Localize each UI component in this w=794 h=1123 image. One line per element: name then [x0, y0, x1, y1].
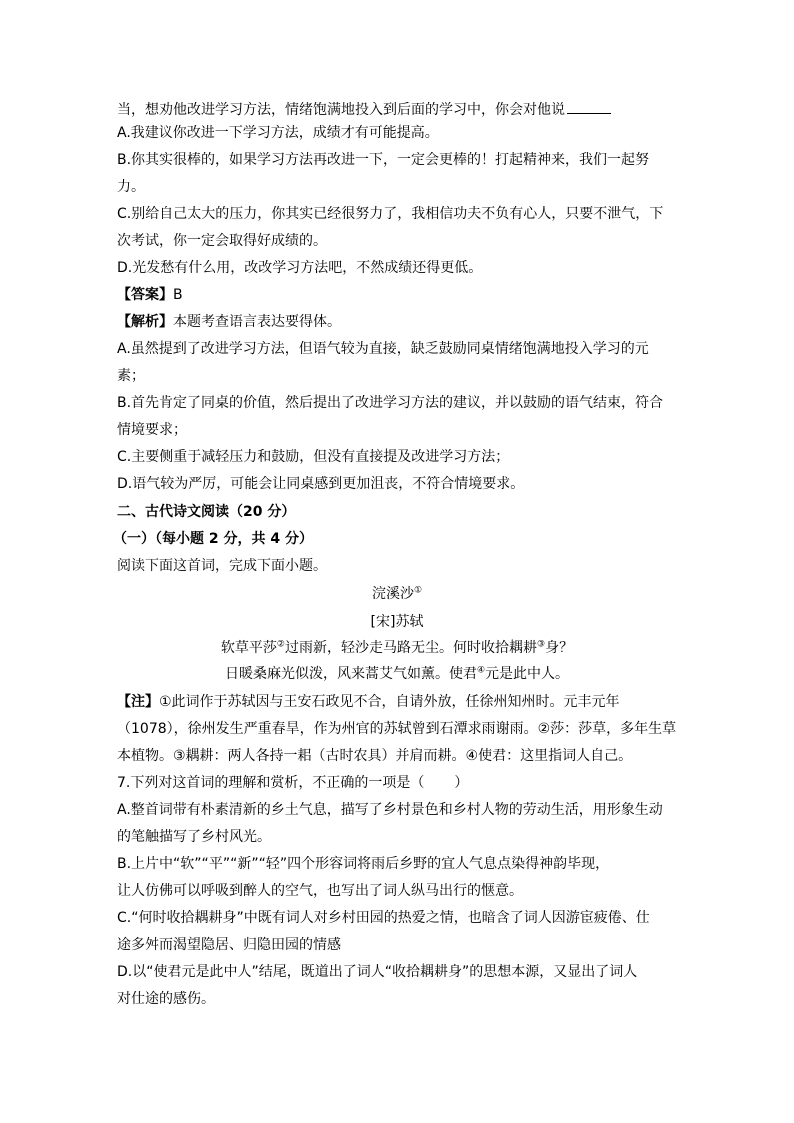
note-line-3: 本植物。③耦耕：两人各持一耜（古时农具）并肩而耕。④使君：这里指词人自己。 [117, 748, 633, 764]
q7-option-a-line1: A.整首词带有朴素清新的乡土气息，描写了乡村景色和乡村人物的劳动生活，用形象生动 [117, 802, 663, 818]
analysis-line: 【解析】本题考查语言表达要得体。 [117, 314, 341, 330]
q7-option-d-line2: 对仕途的感伤。 [117, 991, 215, 1007]
q6-option-c-line1: C.别给自己太大的压力，你其实已经很努力了，我相信功夫不负有心人，只要不泄气，下 [117, 206, 664, 222]
analysis-b-line2: 情境要求； [117, 422, 187, 438]
analysis-d: D.语气较为严厉，可能会让同桌感到更加沮丧，不符合情境要求。 [117, 476, 525, 492]
poem-author: [宋]苏轼 [370, 614, 424, 630]
answer-value: B [173, 287, 183, 303]
reading-instruction: 阅读下面这首词，完成下面小题。 [117, 558, 327, 574]
q6-option-a: A.我建议你改进一下学习方法，成绩才有可能提高。 [117, 125, 439, 141]
q6-option-c-line2: 次考试，你一定会取得好成绩的。 [117, 233, 327, 249]
q7-option-b-line1: B.上片中“软”“平”“新”“轻”四个形容词将雨后乡野的宜人气息点染得神韵毕现， [117, 856, 610, 872]
q7-option-d-line1: D.以“使君元是此中人”结尾，既道出了词人“收拾耦耕身”的思想本源，又显出了词人 [117, 964, 638, 980]
poem-line-1: 软草平莎②过雨新，轻沙走马路无尘。何时收拾耦耕③身？ [220, 639, 574, 656]
note-line-2: （1078），徐州发生严重春旱，作为州官的苏轼曾到石潭求雨谢雨。②莎：莎草，多年生草 [117, 721, 677, 737]
q6-option-d: D.光发愁有什么用，改改学习方法吧，不然成绩还得更低。 [117, 260, 483, 276]
q6-option-b-line1: B.你其实很棒的，如果学习方法再改进一下，一定会更棒的！打起精神来，我们一起努 [117, 152, 650, 168]
subsection-heading: （一）（每小题 2 分，共 4 分） [113, 531, 313, 547]
analysis-b-line1: B.首先肯定了同桌的价值，然后提出了改进学习方法的建议，并以鼓励的语气结束，符合 [117, 395, 664, 411]
q7-option-b-line2: 让人仿佛可以呼吸到醉人的空气，也写出了词人纵马出行的惬意。 [117, 883, 523, 899]
q6-option-b-line2: 力。 [117, 179, 145, 195]
q7-stem: 7.下列对这首词的理解和赏析，不正确的一项是（ ） [117, 775, 469, 791]
note-line-1: 【注】①此词作于苏轼因与王安石政见不合，自请外放，任徐州知州时。元丰元年 [117, 694, 620, 710]
analysis-c: C.主要侧重于减轻压力和鼓励，但没有直接提及改进学习方法； [117, 449, 510, 465]
poem-line-2: 日暖桑麻光似泼，风来蒿艾气如薰。使君④元是此中人。 [224, 665, 570, 682]
analysis-a-line1: A.虽然提到了改进学习方法，但语气较为直接，缺乏鼓励同桌情绪饱满地投入学习的元 [117, 341, 649, 357]
q7-option-c-line2: 途多舛而渴望隐居、归隐田园的情感 [117, 937, 341, 953]
q6-stem: 当，想劝他改进学习方法，情绪饱满地投入到后面的学习中，你会对他说 [117, 98, 611, 120]
analysis-a-line2: 素； [117, 368, 145, 384]
section-heading: 二、古代诗文阅读（20 分） [117, 504, 296, 520]
answer-blank [567, 98, 611, 114]
answer-line: 【答案】B [117, 287, 183, 303]
q7-option-c-line1: C.“何时收拾耦耕身”中既有词人对乡村田园的热爱之情，也暗含了词人因游宦疲倦、仕 [117, 910, 650, 926]
q7-option-a-line2: 的笔触描写了乡村风光。 [117, 829, 271, 845]
poem-title: 浣溪沙① [371, 585, 423, 602]
